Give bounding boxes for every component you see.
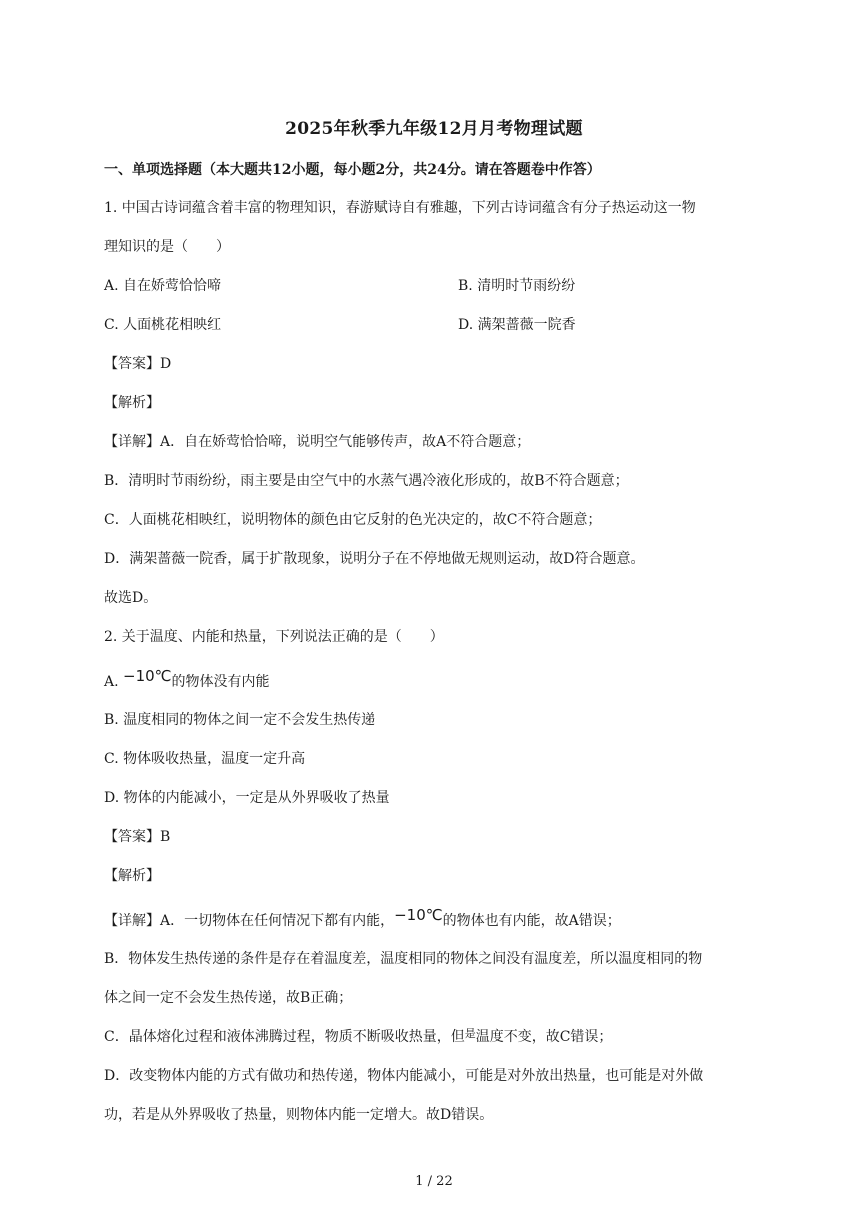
q2-detail-b-line1: B．物体发生热传递的条件是存在着温度差，温度相同的物体之间没有温度差，所以温度相同的物 — [104, 951, 703, 967]
section-heading: 一、单项选择题（本大题共12小题，每小题2分，共24分。请在答题卷中作答） — [104, 162, 601, 178]
q2-option-a-temperature: −10℃ — [123, 667, 172, 685]
q1-option-d: D. 满架蔷薇一院香 — [458, 317, 576, 333]
page-number: 1 / 22 — [415, 1174, 453, 1189]
q1-option-b: B. 清明时节雨纷纷 — [458, 278, 576, 294]
q2-option-a — [104, 667, 270, 692]
q2-detail-c-superscript: 是 — [464, 1027, 476, 1040]
q2-detail-d-line2: 功，若是从外界吸收了热量，则物体内能一定增大。故D错误。 — [104, 1107, 494, 1123]
q1-stem-line2: 理知识的是（ ） — [104, 239, 230, 255]
q1-option-c: C. 人面桃花相映红 — [104, 317, 222, 333]
q2-detail-c-suffix: 温度不变，故C错误； — [475, 1029, 613, 1045]
q1-detail-d: D．满架蔷薇一院香，属于扩散现象，说明分子在不停地做无规则运动，故D符合题意。 — [104, 551, 645, 567]
q2-detail-d-line1: D．改变物体内能的方式有做功和热传递，物体内能减小，可能是对外放出热量，也可能是对外做 — [104, 1068, 704, 1084]
q2-option-c: C. 物体吸收热量，温度一定升高 — [104, 751, 306, 767]
q2-stem: 2. 关于温度、内能和热量，下列说法正确的是（ ） — [104, 629, 444, 645]
q1-detail-b: B．清明时节雨纷纷，雨主要是由空气中的水蒸气遇冷液化形成的，故B不符合题意； — [104, 473, 629, 489]
q2-detail-c-prefix: C．晶体熔化过程和液体沸腾过程，物质不断吸收热量，但 — [104, 1029, 465, 1045]
q2-analysis-label: 【解析】 — [104, 868, 160, 884]
q2-detail-c — [104, 1027, 612, 1048]
q2-detail-a-temperature: −10℃ — [394, 906, 443, 924]
q2-detail-b-line2: 体之间一定不会发生热传递，故B正确； — [104, 990, 353, 1006]
q2-option-a-prefix: A. — [104, 674, 124, 690]
q2-detail-a-prefix: 【详解】A．一切物体在任何情况下都有内能， — [104, 913, 395, 929]
q1-answer: 【答案】D — [104, 356, 172, 372]
q2-option-d: D. 物体的内能减小，一定是从外界吸收了热量 — [104, 790, 390, 806]
q2-answer: 【答案】B — [104, 829, 171, 845]
q2-option-b: B. 温度相同的物体之间一定不会发生热传递 — [104, 712, 376, 728]
q1-conclusion: 故选D。 — [104, 590, 158, 606]
q1-option-a: A. 自在娇莺恰恰啼 — [104, 278, 222, 294]
q1-detail-c: C．人面桃花相映红，说明物体的颜色由它反射的色光决定的，故C不符合题意； — [104, 512, 602, 528]
q2-detail-a-suffix: 的物体也有内能，故A错误； — [442, 913, 621, 929]
q1-stem-line1: 1. 中国古诗词蕴含着丰富的物理知识，春游赋诗自有雅趣，下列古诗词蕴含有分子热运动这一物 — [104, 200, 696, 216]
q2-option-a-suffix: 的物体没有内能 — [171, 674, 270, 690]
q2-detail-a — [104, 906, 621, 931]
document-title: 2025年秋季九年级12月月考物理试题 — [285, 119, 583, 139]
q1-analysis-label: 【解析】 — [104, 395, 160, 411]
q1-detail-a: 【详解】A．自在娇莺恰恰啼，说明空气能够传声，故A不符合题意； — [104, 434, 531, 450]
